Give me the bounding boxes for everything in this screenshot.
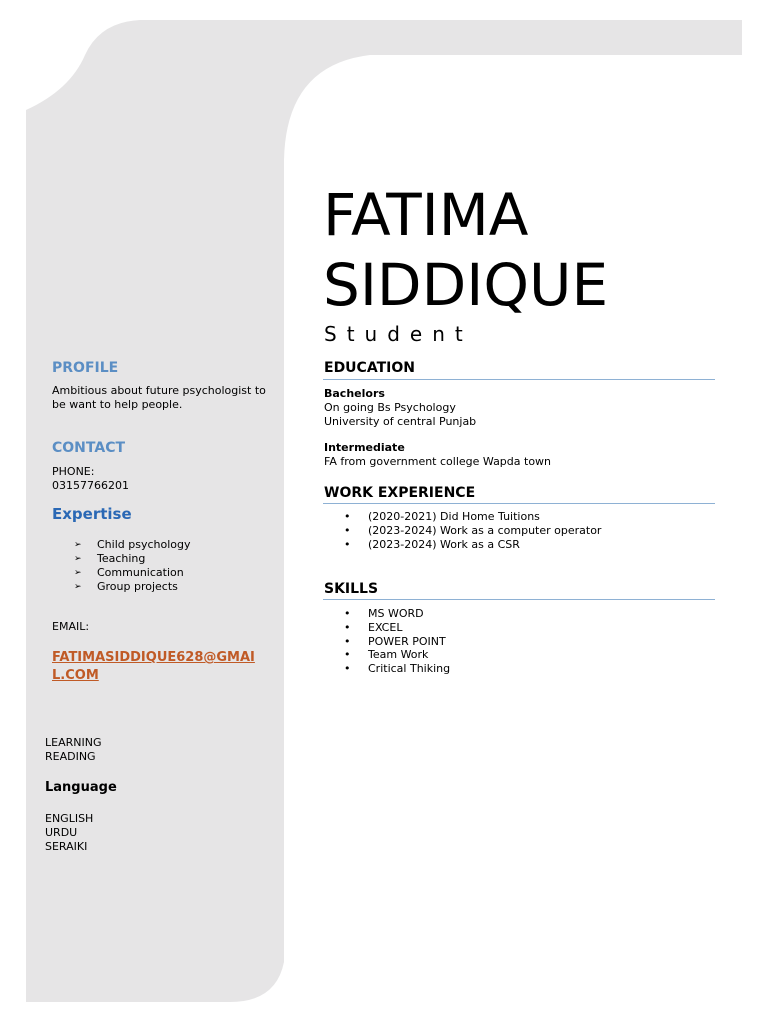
- skills-list: [344, 607, 450, 676]
- bullet-icon: •: [344, 620, 351, 634]
- list-item: • POWER POINT: [344, 634, 446, 648]
- expertise-list: [74, 538, 191, 594]
- list-item: • (2023-2024) Work as a CSR: [344, 537, 520, 551]
- last-name: SIDDIQUE: [323, 251, 609, 319]
- bullet-icon: •: [344, 662, 351, 676]
- work-heading: WORK EXPERIENCE: [324, 485, 476, 501]
- arrow-bullet-icon: ➢: [74, 540, 82, 550]
- education-line: On going Bs Psychology: [324, 400, 456, 414]
- list-item: • EXCEL: [344, 620, 403, 634]
- work-list: [344, 510, 601, 551]
- bullet-icon: •: [344, 523, 351, 537]
- contact-heading: CONTACT: [52, 440, 126, 456]
- interest-item: LEARNING: [45, 736, 102, 749]
- candidate-name: [323, 180, 608, 320]
- interests-list: [45, 736, 101, 764]
- list-item: ➢ Child psychology: [74, 538, 191, 551]
- first-name: FATIMA: [323, 181, 529, 249]
- education-title: Bachelors: [324, 387, 385, 400]
- language-item: SERAIKI: [45, 839, 88, 853]
- list-item: • Team Work: [344, 648, 429, 662]
- email-link[interactable]: FATIMASIDDIQUE628@GMAIL.COM: [52, 650, 255, 683]
- work-divider: [323, 503, 715, 504]
- language-item: ENGLISH: [45, 812, 94, 825]
- list-item: • (2020-2021) Did Home Tuitions: [344, 510, 540, 523]
- phone-label: PHONE:: [52, 465, 95, 478]
- bullet-icon: •: [344, 537, 351, 551]
- profile-text: Ambitious about future psychologist to be want to help people.: [52, 384, 266, 411]
- interest-item: READING: [45, 749, 96, 763]
- list-item: • MS WORD: [344, 607, 424, 620]
- list-item: ➢ Teaching: [74, 552, 146, 565]
- profile-heading: PROFILE: [52, 360, 119, 376]
- language-list: [45, 812, 93, 853]
- skills-divider: [323, 599, 715, 600]
- language-heading: Language: [45, 780, 117, 795]
- language-item: URDU: [45, 825, 78, 839]
- list-item: ➢ Group projects: [74, 580, 178, 593]
- list-item: • (2023-2024) Work as a computer operator: [344, 523, 602, 537]
- education-line: FA from government college Wapda town: [324, 454, 552, 468]
- phone-value: 03157766201: [52, 479, 129, 492]
- skills-heading: SKILLS: [324, 581, 379, 597]
- arrow-bullet-icon: ➢: [74, 554, 82, 564]
- expertise-heading: Expertise: [52, 505, 132, 523]
- candidate-role: Student: [324, 322, 473, 346]
- education-title: Intermediate: [324, 441, 405, 454]
- education-heading: EDUCATION: [324, 360, 415, 376]
- education-entry: [324, 441, 551, 469]
- email-label: EMAIL:: [52, 620, 90, 633]
- education-divider: [323, 379, 715, 380]
- arrow-bullet-icon: ➢: [74, 582, 82, 592]
- arrow-bullet-icon: ➢: [74, 568, 82, 578]
- education-line: University of central Punjab: [324, 414, 477, 428]
- education-entry: [324, 387, 476, 428]
- bullet-icon: •: [344, 510, 351, 523]
- bullet-icon: •: [344, 648, 351, 662]
- list-item: • Critical Thiking: [344, 662, 451, 676]
- bullet-icon: •: [344, 607, 351, 620]
- bullet-icon: •: [344, 634, 351, 648]
- list-item: ➢ Communication: [74, 566, 184, 579]
